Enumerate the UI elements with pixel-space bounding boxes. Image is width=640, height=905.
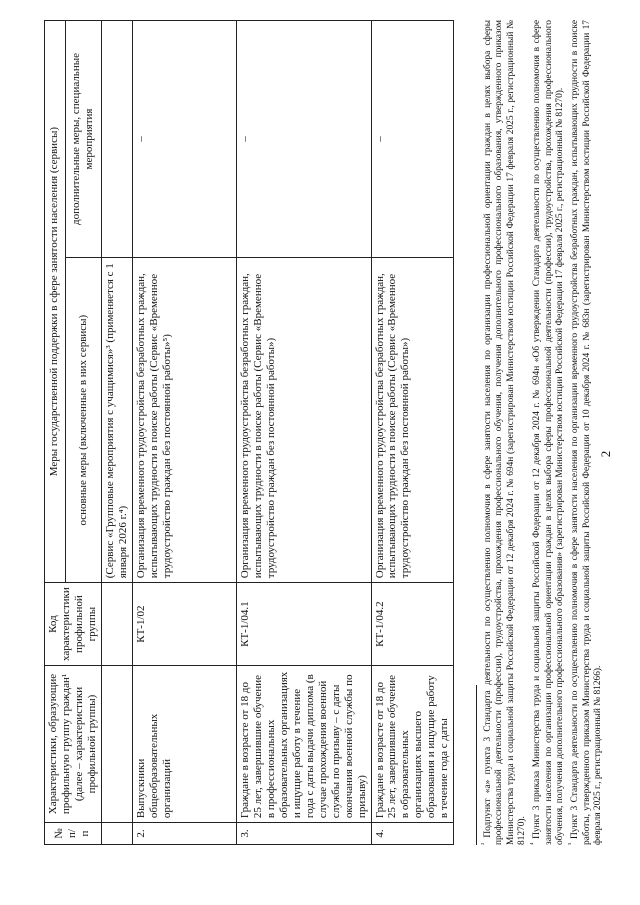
row-basic-measures: Организация временного трудоустройства безработных граждан, испытывающих трудности в поиске работы (Сервис «Временное трудоустройство граждан без постоянной работы») — [371, 258, 454, 583]
row-num: 3. — [236, 823, 371, 845]
carry-over-text: (Сервис «Групповые мероприятия с учащимися»³ (применяется с 1 января 2026 г.⁴) — [101, 258, 132, 583]
page-number: 2 — [598, 450, 613, 458]
row-additional-measures: – — [371, 21, 454, 258]
header-characteristics: Характеристики, образующие профильную группу граждан¹ (далее – характеристики профильной группы) — [45, 665, 102, 822]
footnote-3: $^{^3}$ Подпункт «а» пункта 3 Стандарта деятельности по осуществлению полномочия в сфере занятости населения по организации профессиональной ориентации граждан в целях выбора сферы профессиональной деятельности (профессии), трудоустройства, прохождения профессионального обучения, получения дополнительного профессионального образования, утвержденного приказом Министерства труда и социальной защиты Российской Федерации от 12 декабря 2024 г. № 694н (зарегистрирован Министерством юстиции Российской Федерации 17 февраля 2025 г., регистрационный № 81270). — [480, 19, 527, 845]
row-basic-measures: Организация временного трудоустройства безработных граждан, испытывающих трудности в поиске работы (Сервис «Временное трудоустройство граждан без постоянной работы»⁵) — [132, 258, 236, 583]
row-code: КТ-1/02 — [132, 583, 236, 666]
row-code: КТ-1/04.1 — [236, 583, 371, 666]
footnotes — [476, 20, 605, 845]
table-row — [371, 21, 454, 845]
table-header-row — [45, 21, 66, 845]
row-code: КТ-1/04.2 — [371, 583, 454, 666]
row-basic-measures: Организация временного трудоустройства безработных граждан, испытывающих трудности в поиске работы (Сервис «Временное трудоустройство граждан без постоянной работы») — [236, 258, 371, 583]
row-additional-measures: – — [236, 21, 371, 258]
header-measures: Меры государственной поддержки в сфере занятости населения (сервисы) — [45, 21, 66, 583]
table-row — [236, 21, 371, 845]
row-characteristics: Выпускники общеобразовательных организаций — [132, 665, 236, 822]
header-additional: дополнительные меры, специальные мероприятия — [65, 21, 101, 258]
row-num: 4. — [371, 823, 454, 845]
row-characteristics: Граждане в возрасте от 18 до 25 лет, завершившие обучение в профессиональных образовательных организациях и ищущие работу в течение года с даты выдачи диплома (в случае прохождения военной службы по призыву – с даты окончания военной службы по призыву) — [236, 665, 371, 822]
support-measures-table — [44, 20, 454, 845]
header-num: № п/п — [45, 823, 102, 845]
header-basic: основные меры (включенные в них сервисы) — [65, 258, 101, 583]
row-characteristics: Граждане в возрасте от 18 до 25 лет, завершившие обучение в образовательных организациях высшего образования и ищущие работу в течение года с даты — [371, 665, 454, 822]
carry-over-row — [101, 21, 132, 845]
table-row — [132, 21, 236, 845]
header-code: Код характеристики профильной группы — [45, 583, 102, 666]
footnote-4: $^{^4}$ Пункт 3 приказа Министерства труда и социальной защиты Российской Федерации от 12 декабря 2024 г. № 694н «Об утверждении Стандарта деятельности по осуществлению полномочия в сфере занятости населения по организации профессиональной ориентации граждан в целях выбора сферы профессиональной деятельности (профессии), трудоустройства, прохождения профессионального обучения, получения дополнительного профессионального образования» (зарегистрирован Министерством юстиции Российской Федерации 17 февраля 2025 г., регистрационный № 81270). — [529, 20, 565, 845]
row-additional-measures: – — [132, 21, 236, 258]
footnote-5: $^{^5}$ Пункт 3 Стандарта деятельности по осуществлению полномочия в сфере занятости населения по организации временного трудоустройства безработных граждан, испытывающих трудности в поиске работы, утвержденного приказом Министерства труда и социальной защиты Российской Федерации от 10 декабря 2024 г. № 683н (зарегистрирован Министерством юстиции Российской Федерации 17 февраля 2025 г., регистрационный № 81266). — [567, 20, 603, 845]
footnote-separator — [476, 685, 477, 845]
row-num: 2. — [132, 823, 236, 845]
